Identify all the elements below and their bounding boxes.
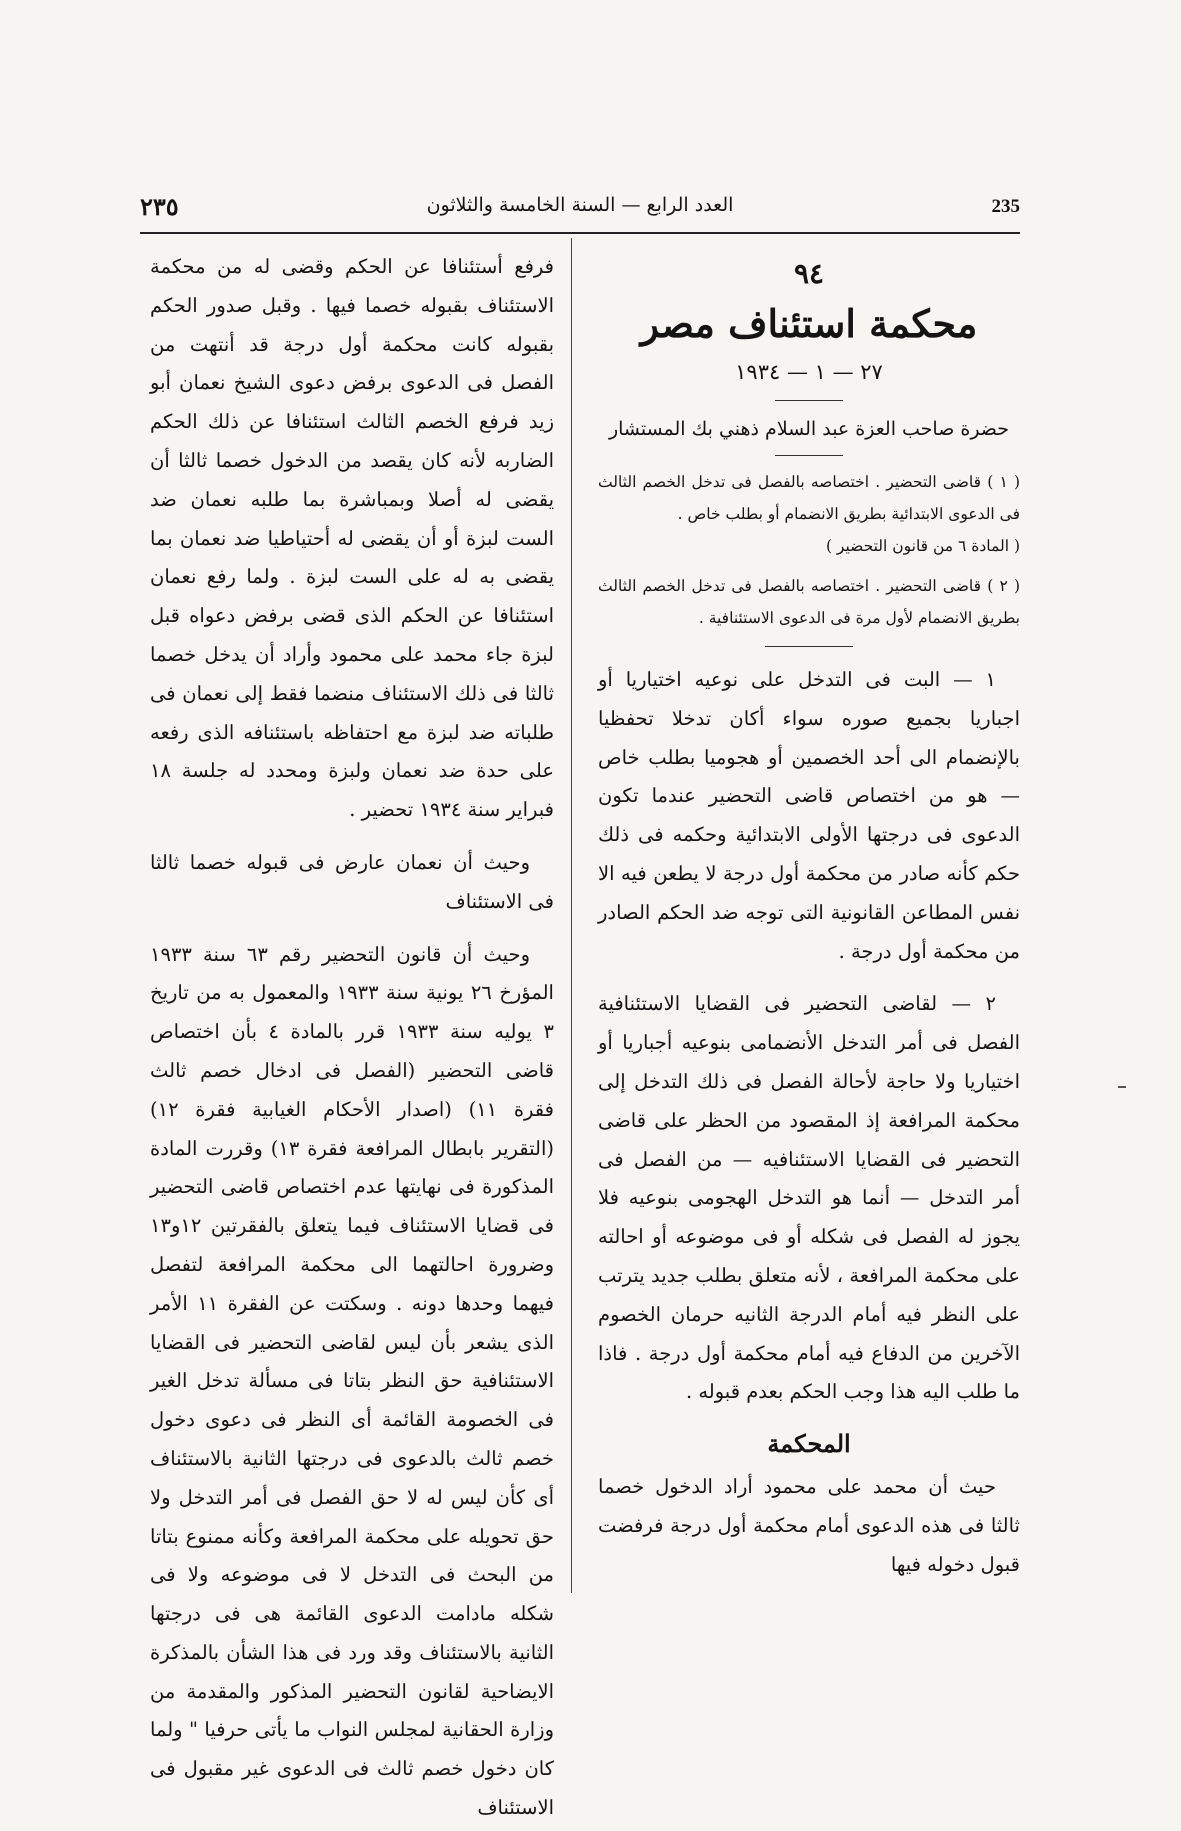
headnote: ( ٢ ) قاضى التحضير . اختصاصه بالفصل فى تدخل الخصم الثالث بطريق الانضمام لأول مرة فى الدعوى الاستئنافية . xyxy=(598,577,1020,627)
body-paragraph: فرفع أستئنافا عن الحكم وقضى له من محكمة الاستئناف بقبوله خصما فيها . وقبل صدور الحكم بقبوله كانت محكمة أول درجة قد أنتهت من الفصل فى الدعوى برفض دعوى الشيخ نعمان أبو زيد فرفع الخصم الثالث استئنافا عن ذلك الحكم الضاربه لأنه كان يقصد من الدخول خصما ثالثا أن يقضى له أصلا وبمباشرة بما طلبه نعمان ضد الست لبزة أو أن يقضى له أحتياطيا ضد نعمان بما يقضى به له على الست لبزة . ولما رفع نعمان استئنافا عن الحكم الذى قضى برفض دعواه قبل لبزة جاء محمد على محمود وأراد أن يدخل خصما ثالثا فى ذلك الاستئناف منضما فقط إلى نعمان فى طلباته ضد لبزة مع احتفاظه باستئنافه الذى رفعه على حدة ضد نعمان ولبزة ومحدد له جلسة ١٨ فبراير سنة ١٩٣٤ تحضير . xyxy=(150,255,554,822)
right-column xyxy=(598,248,1020,1585)
page-number-arabic: ٢٣٥ xyxy=(140,192,179,221)
headnote: ( ١ ) قاضى التحضير . اختصاصه بالفصل فى تدخل الخصم الثالث فى الدعوى الابتدائية بطريق الانضمام أو بطلب خاص . xyxy=(598,473,1020,523)
body-paragraph: وحيث أن نعمان عارض فى قبوله خصما ثالثا فى الاستئناف xyxy=(150,850,554,913)
running-title: العدد الرابع — السنة الخامسة والثلاثون xyxy=(426,194,734,216)
summary-paragraph: ٢ — لقاضى التحضير فى القضايا الاستئنافية الفصل فى أمر التدخل الأنضمامى بنوعيه أجباريا أو اختياريا ولا حاجة لأحالة الفصل فى ذلك التدخل إلى محكمة المرافعة إذ المقصود من الحظر على قاضى التحضير فى القضايا الاستئنافيه — من الفصل فى أمر التدخل — أنما هو التدخل الهجومى بنوعيه فلا يجوز له الفصل فى شكله أو فى موضوعه أو احالته على محكمة المرافعة ، لأنه متعلق بطلب جديد يترتب على النظر فيه أمام الدرجة الثانيه حرمان الخصوم الآخرين من الدفاع فيه أمام محكمة أول درجة . فاذا ما طلب اليه هذا وجب الحكم بعدم قبوله . xyxy=(598,992,1020,1404)
case-number: ٩٤ xyxy=(793,257,825,290)
separator-rule xyxy=(775,400,843,401)
header-rule xyxy=(140,232,1020,234)
margin-mark xyxy=(1118,1086,1126,1088)
column-divider xyxy=(571,238,572,1593)
headnote-reference: ( المادة ٦ من قانون التحضير ) xyxy=(825,537,1020,555)
body-paragraph: وحيث أن قانون التحضير رقم ٦٣ سنة ١٩٣٣ المؤرخ ٢٦ يونية سنة ١٩٣٣ والمعمول به من تاريخ ٣ يوليه سنة ١٩٣٣ قرر بالمادة ٤ بأن اختصاص قاضى التحضير (الفصل فى ادخال خصم ثالث فقرة ١١) (اصدار الأحكام الغيابية فقرة ١٢) (التقرير بابطال المرافعة فقرة ١٣) وقررت المادة المذكورة فى نهايتها عدم اختصاص قاضى التحضير فى قضايا الاستئناف فيما يتعلق بالفقرتين ١٢و١٣ وضرورة احالتهما الى محكمة المرافعة لتفصل فيهما وحدها دونه . وسكتت عن الفقرة ١١ الأمر الذى يشعر بأن ليس لقاضى التحضير فى القضايا الاستئنافية حق النظر بتاتا فى مسألة تدخل الغير فى الخصومة القائمة أى النظر فى دعوى دخول خصم ثالث بالدعوى فى درجتها الثانية بالاستئناف أى كأن ليس له لا حق الفصل فى أمر التدخل ولا حق تحويله على محكمة المرافعة وكأنه ممنوع بتاتا من البحث فى التدخل لا فى موضوعه ولا فى شكله مادامت الدعوى القائمة هى فى درجتها الثانية بالاستئناف وقد ورد فى هذا الشأن بالمذكرة الايضاحية لقانون التحضير المذكور والمقدمة من وزارة الحقانية لمجلس النواب ما يأتى حرفيا " ولما كان دخول خصم ثالث فى الدعوى غير مقبول فى الاستئناف xyxy=(150,942,554,1820)
left-column xyxy=(150,248,554,1828)
judgment-date: ٢٧ — ١ — ١٩٣٤ xyxy=(735,360,883,384)
section-heading: المحكمة xyxy=(767,1429,851,1459)
page-header xyxy=(140,190,1020,230)
court-name: محكمة استئناف مصر xyxy=(640,301,978,346)
body-paragraph: حيث أن محمد على محمود أراد الدخول خصما ثالثا فى هذه الدعوى أمام محكمة أول درجة فرفضت قبول دخوله فيها xyxy=(598,1475,1020,1576)
summary-paragraph: ١ — البت فى التدخل على نوعيه اختياريا أو اجباريا بجميع صوره سواء أكان تدخلا تحفظيا بالإنضمام الى أحد الخصمين أو هجوميا بطلب خاص — هو من اختصاص قاضى التحضير عندما تكون الدعوى فى درجتها الأولى الابتدائية وحكمه فى ذلك حكم كأنه صادر من محكمة أول درجة لا يطعن فيه الا نفس المطاعن القانونية التى توجه ضد الحكم الصادر من محكمة أول درجة . xyxy=(598,668,1020,963)
separator-rule xyxy=(765,646,853,647)
page-number-latin: 235 xyxy=(991,196,1020,217)
separator-rule xyxy=(775,455,843,456)
judge-line: حضرة صاحب العزة عبد السلام ذهني بك المستشار xyxy=(608,418,1010,440)
